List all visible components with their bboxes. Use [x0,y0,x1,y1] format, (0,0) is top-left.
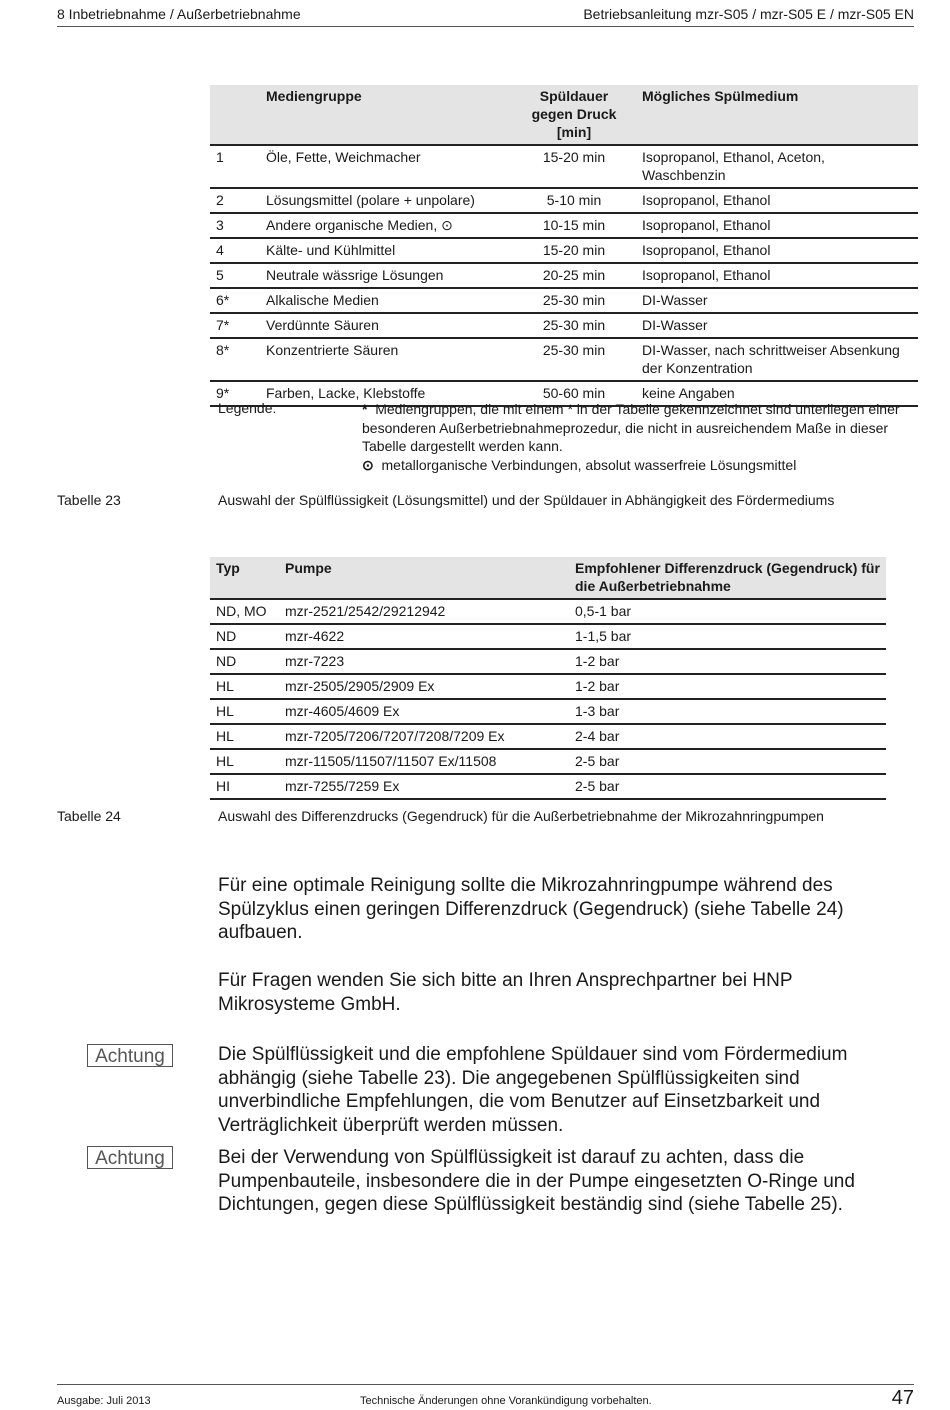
cell-number: 5 [210,263,260,288]
section-title: 8 Inbetriebnahme / Außerbetriebnahme [57,6,301,22]
col-header-type: Typ [210,557,279,599]
cell-duration: 15-20 min [512,145,636,188]
cell-media-group: Konzentrierte Säuren [260,338,512,381]
table-row [210,674,886,699]
cell-number: 9* [210,381,260,406]
legend-circle-note [362,456,902,475]
col-header-flush-duration: Spüldauer gegen Druck [min] [512,85,636,145]
cell-medium: Isopropanol, Ethanol, Aceton, Waschbenzin [636,145,918,188]
cell-pump: mzr-2521/2542/29212942 [279,599,569,624]
cell-pump: mzr-2505/2905/2909 Ex [279,674,569,699]
col-header-pump: Pumpe [279,557,569,599]
cell-medium: DI-Wasser [636,313,918,338]
legend-circle-text: metallorganische Verbindungen, absolut wasserfreie Lösungsmittel [381,456,797,473]
paragraph-caution-flushing: Die Spülflüssigkeit und die empfohlene Spüldauer sind vom Fördermedium abhängig (siehe Tabelle 23). Die angegebenen Spülflüssigkeiten sind unverbindliche Empfehlungen, die vom Benutzer auf Einsetzbarkeit und Verträglichkeit überprüft werden müssen. [218,1044,848,1136]
circle-dot-icon: ⊙ [362,456,374,473]
cell-pressure: 1-3 bar [569,699,886,724]
cell-duration: 5-10 min [512,188,636,213]
cell-pressure: 1-2 bar [569,649,886,674]
cell-media-group: Kälte- und Kühlmittel [260,238,512,263]
cell-number: 4 [210,238,260,263]
paragraph-contact: Für Fragen wenden Sie sich bitte an Ihren Ansprechpartner bei HNP Mikrosysteme GmbH. [218,970,793,1015]
col-header-flush-medium: Mögliches Spülmedium [636,85,918,145]
cell-pump: mzr-4605/4609 Ex [279,699,569,724]
manual-title: Betriebsanleitung mzr-S05 / mzr-S05 E / mzr-S05 EN [583,6,914,22]
cell-media-group: Alkalische Medien [260,288,512,313]
caption-number: Tabelle 23 [57,492,121,508]
table-row [210,213,918,238]
caption-text: Auswahl der Spülflüssigkeit (Lösungsmittel) und der Spüldauer in Abhängigkeit des Fördermediums [218,492,835,508]
cell-medium: Isopropanol, Ethanol [636,238,918,263]
cell-pump: mzr-7205/7206/7207/7208/7209 Ex [279,724,569,749]
cell-number: 8* [210,338,260,381]
table-row [210,238,918,263]
page-footer [57,1384,914,1409]
table-row [210,749,886,774]
legend-asterisk-text: Mediengruppen, die mit einem * in der Tabelle gekennzeichnet sind unterliegen einer besonderen Außerbetriebnahmeprozedur, die nicht in ausreichendem Maße in dieser Tabelle dargestellt werden kann. [362,401,900,454]
cell-type: ND [210,624,279,649]
cell-number: 7* [210,313,260,338]
caution-label: Achtung [87,1044,173,1067]
cell-duration: 15-20 min [512,238,636,263]
cell-pressure: 2-5 bar [569,774,886,799]
legend-label: Legende: [218,400,277,416]
cell-duration: 10-15 min [512,213,636,238]
cell-pump: mzr-4622 [279,624,569,649]
cell-pressure: 2-5 bar [569,749,886,774]
table-header-row [210,557,886,599]
table-row [210,599,886,624]
table-row [210,338,918,381]
cell-media-group: Farben, Lacke, Klebstoffe [260,381,512,406]
table-row [210,724,886,749]
cell-medium: Isopropanol, Ethanol [636,213,918,238]
page-header [57,6,914,27]
legend [362,400,902,474]
cell-media-group: Verdünnte Säuren [260,313,512,338]
cell-pressure: 2-4 bar [569,724,886,749]
asterisk-symbol: * [362,401,368,417]
paragraph-caution-seals: Bei der Verwendung von Spülflüssigkeit ist darauf zu achten, dass die Pumpenbauteile, insbesondere die in der Pumpe eingesetzten O-Ringe und Dichtungen, gegen diese Spülflüssigkeit beständig sind (siehe Tabelle 25). [218,1147,855,1215]
cell-type: HI [210,774,279,799]
cell-medium: DI-Wasser, nach schrittweiser Absenkung der Konzentration [636,338,918,381]
disclaimer: Technische Änderungen ohne Vorankündigung vorbehalten. [360,1395,652,1407]
cell-medium: DI-Wasser [636,288,918,313]
table-header-row [210,85,918,145]
table-flushing-media [210,85,918,407]
col-header-media-group: Mediengruppe [260,85,512,145]
cell-number: 1 [210,145,260,188]
cell-pump: mzr-7255/7259 Ex [279,774,569,799]
cell-pump: mzr-7223 [279,649,569,674]
cell-media-group: Lösungsmittel (polare + unpolare) [260,188,512,213]
cell-media-group: Öle, Fette, Weichmacher [260,145,512,188]
caption-text: Auswahl des Differenzdrucks (Gegendruck) für die Außerbetriebnahme der Mikrozahnringpumpen [218,808,824,824]
legend-asterisk-note [362,400,902,456]
cell-duration: 50-60 min [512,381,636,406]
cell-pressure: 0,5-1 bar [569,599,886,624]
caution-label: Achtung [87,1146,173,1169]
cell-number: 6* [210,288,260,313]
cell-pressure: 1-2 bar [569,674,886,699]
cell-duration: 25-30 min [512,338,636,381]
cell-type: HL [210,699,279,724]
table-row [210,288,918,313]
cell-pump: mzr-11505/11507/11507 Ex/11508 [279,749,569,774]
cell-duration: 25-30 min [512,288,636,313]
table-row [210,649,886,674]
table-row [210,774,886,799]
cell-medium: keine Angaben [636,381,918,406]
table-row [210,145,918,188]
edition-label: Ausgabe: Juli 2013 [57,1395,151,1407]
table-row [210,699,886,724]
cell-media-group: Neutrale wässrige Lösungen [260,263,512,288]
paragraph-cleaning-advice: Für eine optimale Reinigung sollte die Mikrozahnringpumpe während des Spülzyklus einen geringen Differenzdruck (Gegendruck) (siehe Tabelle 24) aufbauen. [218,875,844,943]
cell-medium: Isopropanol, Ethanol [636,188,918,213]
page-number: 47 [891,1387,914,1409]
cell-duration: 25-30 min [512,313,636,338]
cell-number: 2 [210,188,260,213]
caption-number: Tabelle 24 [57,808,121,824]
cell-type: ND, MO [210,599,279,624]
cell-number: 3 [210,213,260,238]
table-row [210,624,886,649]
cell-pressure: 1-1,5 bar [569,624,886,649]
cell-type: HL [210,674,279,699]
table-differential-pressure [210,557,886,800]
cell-type: HL [210,749,279,774]
table-row [210,313,918,338]
cell-type: HL [210,724,279,749]
cell-medium: Isopropanol, Ethanol [636,263,918,288]
cell-type: ND [210,649,279,674]
table-row [210,263,918,288]
table-row [210,188,918,213]
col-header-pressure: Empfohlener Differenzdruck (Gegendruck) für die Außerbetriebnahme [569,557,886,599]
cell-media-group: Andere organische Medien, ⊙ [260,213,512,238]
col-header-number [210,85,260,145]
cell-duration: 20-25 min [512,263,636,288]
